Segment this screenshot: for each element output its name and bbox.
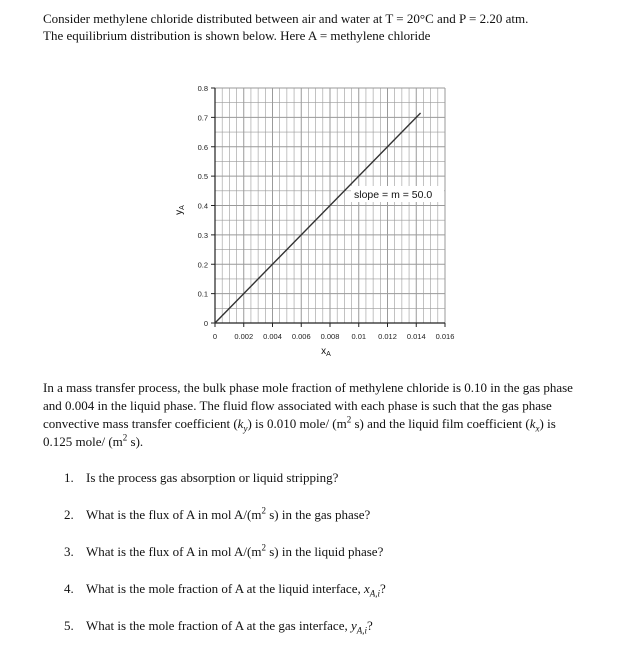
question-variable: y — [350, 618, 357, 633]
x-tick-label: 0 — [212, 332, 218, 341]
y-tick-label: 0 — [203, 319, 208, 328]
y-tick-label: 0.4 — [197, 201, 208, 211]
question-item — [64, 581, 386, 597]
question-text: What is the flux of A in mol A/(m — [86, 507, 262, 522]
x-tick-label: 0.016 — [435, 332, 455, 341]
x-tick-label: 0.006 — [291, 332, 311, 341]
question-number: 1. — [64, 470, 74, 485]
question-subscript: A,i — [356, 625, 367, 636]
problem-paragraph — [43, 379, 588, 451]
question-item — [64, 618, 373, 634]
question-sup: 2 — [261, 542, 266, 553]
question-text-end: ? — [367, 618, 373, 633]
x-tick-label: 0.01 — [351, 332, 367, 341]
x-axis-label: $x_A$ — [321, 346, 331, 358]
intro-line-2: The equilibrium distribution is shown below. Here A = methylene chloride — [43, 28, 431, 43]
ky-symbol: k — [237, 416, 244, 431]
equilibrium-line — [215, 113, 421, 323]
question-sup: 2 — [261, 505, 266, 516]
question-item — [64, 544, 383, 560]
ky-subscript: y — [243, 423, 248, 434]
y-tick-labels — [198, 84, 208, 328]
y-tick-label: 0.6 — [197, 142, 208, 152]
x-tick-label: 0.002 — [234, 332, 254, 341]
slope-annotation — [351, 186, 444, 202]
question-number: 4. — [64, 581, 74, 596]
intro-line-1: Consider methylene chloride distributed between air and water at T = 20°C and P = 2.20 atm. — [43, 11, 529, 26]
question-text-end: ? — [380, 581, 386, 596]
paragraph-text-2: ) is 0.010 mole/ (m — [247, 416, 347, 431]
y-tick-label: 0.2 — [197, 260, 208, 270]
paragraph-sup-1: 2 — [346, 414, 352, 425]
x-tick-label: 0.012 — [378, 332, 397, 341]
question-text: Is the process gas absorption or liquid stripping? — [86, 470, 339, 485]
problem-intro — [43, 10, 603, 44]
question-text: What is the mole fraction of A at the liquid interface, — [86, 581, 364, 596]
paragraph-text-4: ) is 0.125 mole/ (m — [43, 416, 556, 449]
question-item — [64, 470, 338, 486]
question-text-end: s) in the gas phase? — [266, 507, 371, 522]
kx-symbol: k — [529, 416, 536, 431]
question-text: What is the flux of A in mol A/(m — [86, 544, 262, 559]
x-tick-label: 0.008 — [320, 332, 340, 341]
y-axis-label: $y_A$ — [174, 205, 186, 215]
y-tick-label: 0.7 — [197, 113, 208, 123]
question-number: 5. — [64, 618, 74, 633]
equilibrium-chart — [166, 78, 466, 362]
y-tick-label: 0.5 — [197, 172, 208, 182]
question-subscript: A,i — [369, 588, 380, 599]
slope-annotation-text: slope = m = 50.0 — [354, 189, 433, 201]
question-item — [64, 507, 370, 523]
paragraph-text-1: In a mass transfer process, the bulk phase mole fraction of methylene chloride is 0.10 in the gas phase and 0.004 in the liquid phase. The fluid flow associated with each phase is such that the gas phase convective mass transfer coefficient ( — [43, 380, 573, 431]
paragraph-text-5: s). — [127, 434, 144, 449]
question-text-end: s) in the liquid phase? — [266, 544, 384, 559]
y-tick-label: 0.1 — [197, 289, 208, 299]
chart-series — [215, 113, 421, 323]
question-number: 2. — [64, 507, 74, 522]
question-variable: x — [363, 581, 370, 596]
x-tick-label: 0.004 — [263, 332, 282, 341]
x-tick-labels — [213, 332, 454, 341]
x-tick-label: 0.014 — [406, 332, 426, 341]
question-number: 3. — [64, 544, 74, 559]
y-tick-label: 0.3 — [197, 230, 208, 240]
question-text: What is the mole fraction of A at the gas interface, — [86, 618, 351, 633]
paragraph-sup-2: 2 — [122, 432, 128, 443]
paragraph-text-3: s) and the liquid film coefficient ( — [351, 416, 530, 431]
y-tick-label: 0.8 — [197, 84, 208, 93]
kx-subscript: x — [535, 423, 540, 434]
